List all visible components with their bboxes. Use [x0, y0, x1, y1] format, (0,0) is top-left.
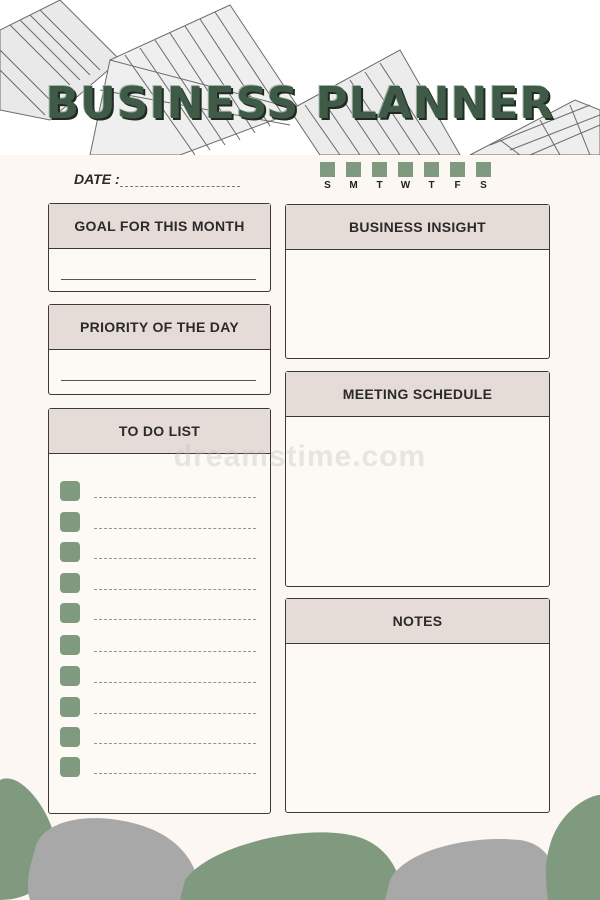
todo-line[interactable] [94, 558, 256, 559]
todo-item[interactable] [60, 666, 256, 686]
todo-line[interactable] [94, 497, 256, 498]
date-label: DATE : [74, 171, 120, 187]
notes-section-title: NOTES [286, 599, 549, 644]
day-checkbox[interactable] [398, 162, 413, 177]
todo-checkbox[interactable] [60, 603, 80, 623]
todo-item[interactable] [60, 727, 256, 747]
meeting-section [285, 371, 550, 587]
day-checkbox[interactable] [424, 162, 439, 177]
day-label: M [349, 180, 358, 191]
todo-item[interactable] [60, 697, 256, 717]
todo-line[interactable] [94, 743, 256, 744]
todo-checkbox[interactable] [60, 666, 80, 686]
day-checkbox[interactable] [450, 162, 465, 177]
decorative-blobs [0, 770, 600, 900]
day-label: S [324, 180, 331, 191]
todo-item[interactable] [60, 542, 256, 562]
goal-section [48, 203, 271, 292]
day-monday[interactable] [346, 162, 361, 191]
todo-item[interactable] [60, 603, 256, 623]
todo-line[interactable] [94, 619, 256, 620]
day-checkbox[interactable] [320, 162, 335, 177]
day-label: T [428, 180, 435, 191]
todo-checkbox[interactable] [60, 635, 80, 655]
todo-item[interactable] [60, 635, 256, 655]
todo-checkbox[interactable] [60, 542, 80, 562]
watermark: dreamstime.com [173, 440, 427, 473]
priority-section-title: PRIORITY OF THE DAY [49, 305, 270, 350]
todo-line[interactable] [94, 651, 256, 652]
todo-line[interactable] [94, 682, 256, 683]
day-label: T [376, 180, 383, 191]
todo-item[interactable] [60, 573, 256, 593]
todo-line[interactable] [94, 528, 256, 529]
insight-section-title: BUSINESS INSIGHT [286, 205, 549, 250]
todo-checkbox[interactable] [60, 573, 80, 593]
day-sunday[interactable] [320, 162, 335, 191]
goal-write-line[interactable] [61, 279, 256, 280]
insight-section [285, 204, 550, 359]
day-tuesday[interactable] [372, 162, 387, 191]
date-input-line[interactable] [120, 186, 240, 187]
todo-item[interactable] [60, 481, 256, 501]
todo-section-title: TO DO LIST [49, 409, 270, 454]
day-label: F [454, 180, 461, 191]
meeting-section-title: MEETING SCHEDULE [286, 372, 549, 417]
goal-section-title: GOAL FOR THIS MONTH [49, 204, 270, 249]
todo-checkbox[interactable] [60, 727, 80, 747]
page-title: BUSINESS PLANNER [45, 78, 555, 129]
todo-checkbox[interactable] [60, 481, 80, 501]
day-saturday[interactable] [476, 162, 491, 191]
week-day-tracker [320, 162, 491, 191]
day-label: W [400, 180, 411, 191]
todo-checkbox[interactable] [60, 697, 80, 717]
todo-checkbox[interactable] [60, 512, 80, 532]
todo-line[interactable] [94, 713, 256, 714]
day-wednesday[interactable] [398, 162, 413, 191]
day-checkbox[interactable] [372, 162, 387, 177]
day-checkbox[interactable] [346, 162, 361, 177]
priority-section [48, 304, 271, 395]
day-friday[interactable] [450, 162, 465, 191]
day-checkbox[interactable] [476, 162, 491, 177]
day-thursday[interactable] [424, 162, 439, 191]
todo-item[interactable] [60, 512, 256, 532]
priority-write-line[interactable] [61, 380, 256, 381]
todo-line[interactable] [94, 589, 256, 590]
day-label: S [480, 180, 487, 191]
header-banner [0, 0, 600, 155]
